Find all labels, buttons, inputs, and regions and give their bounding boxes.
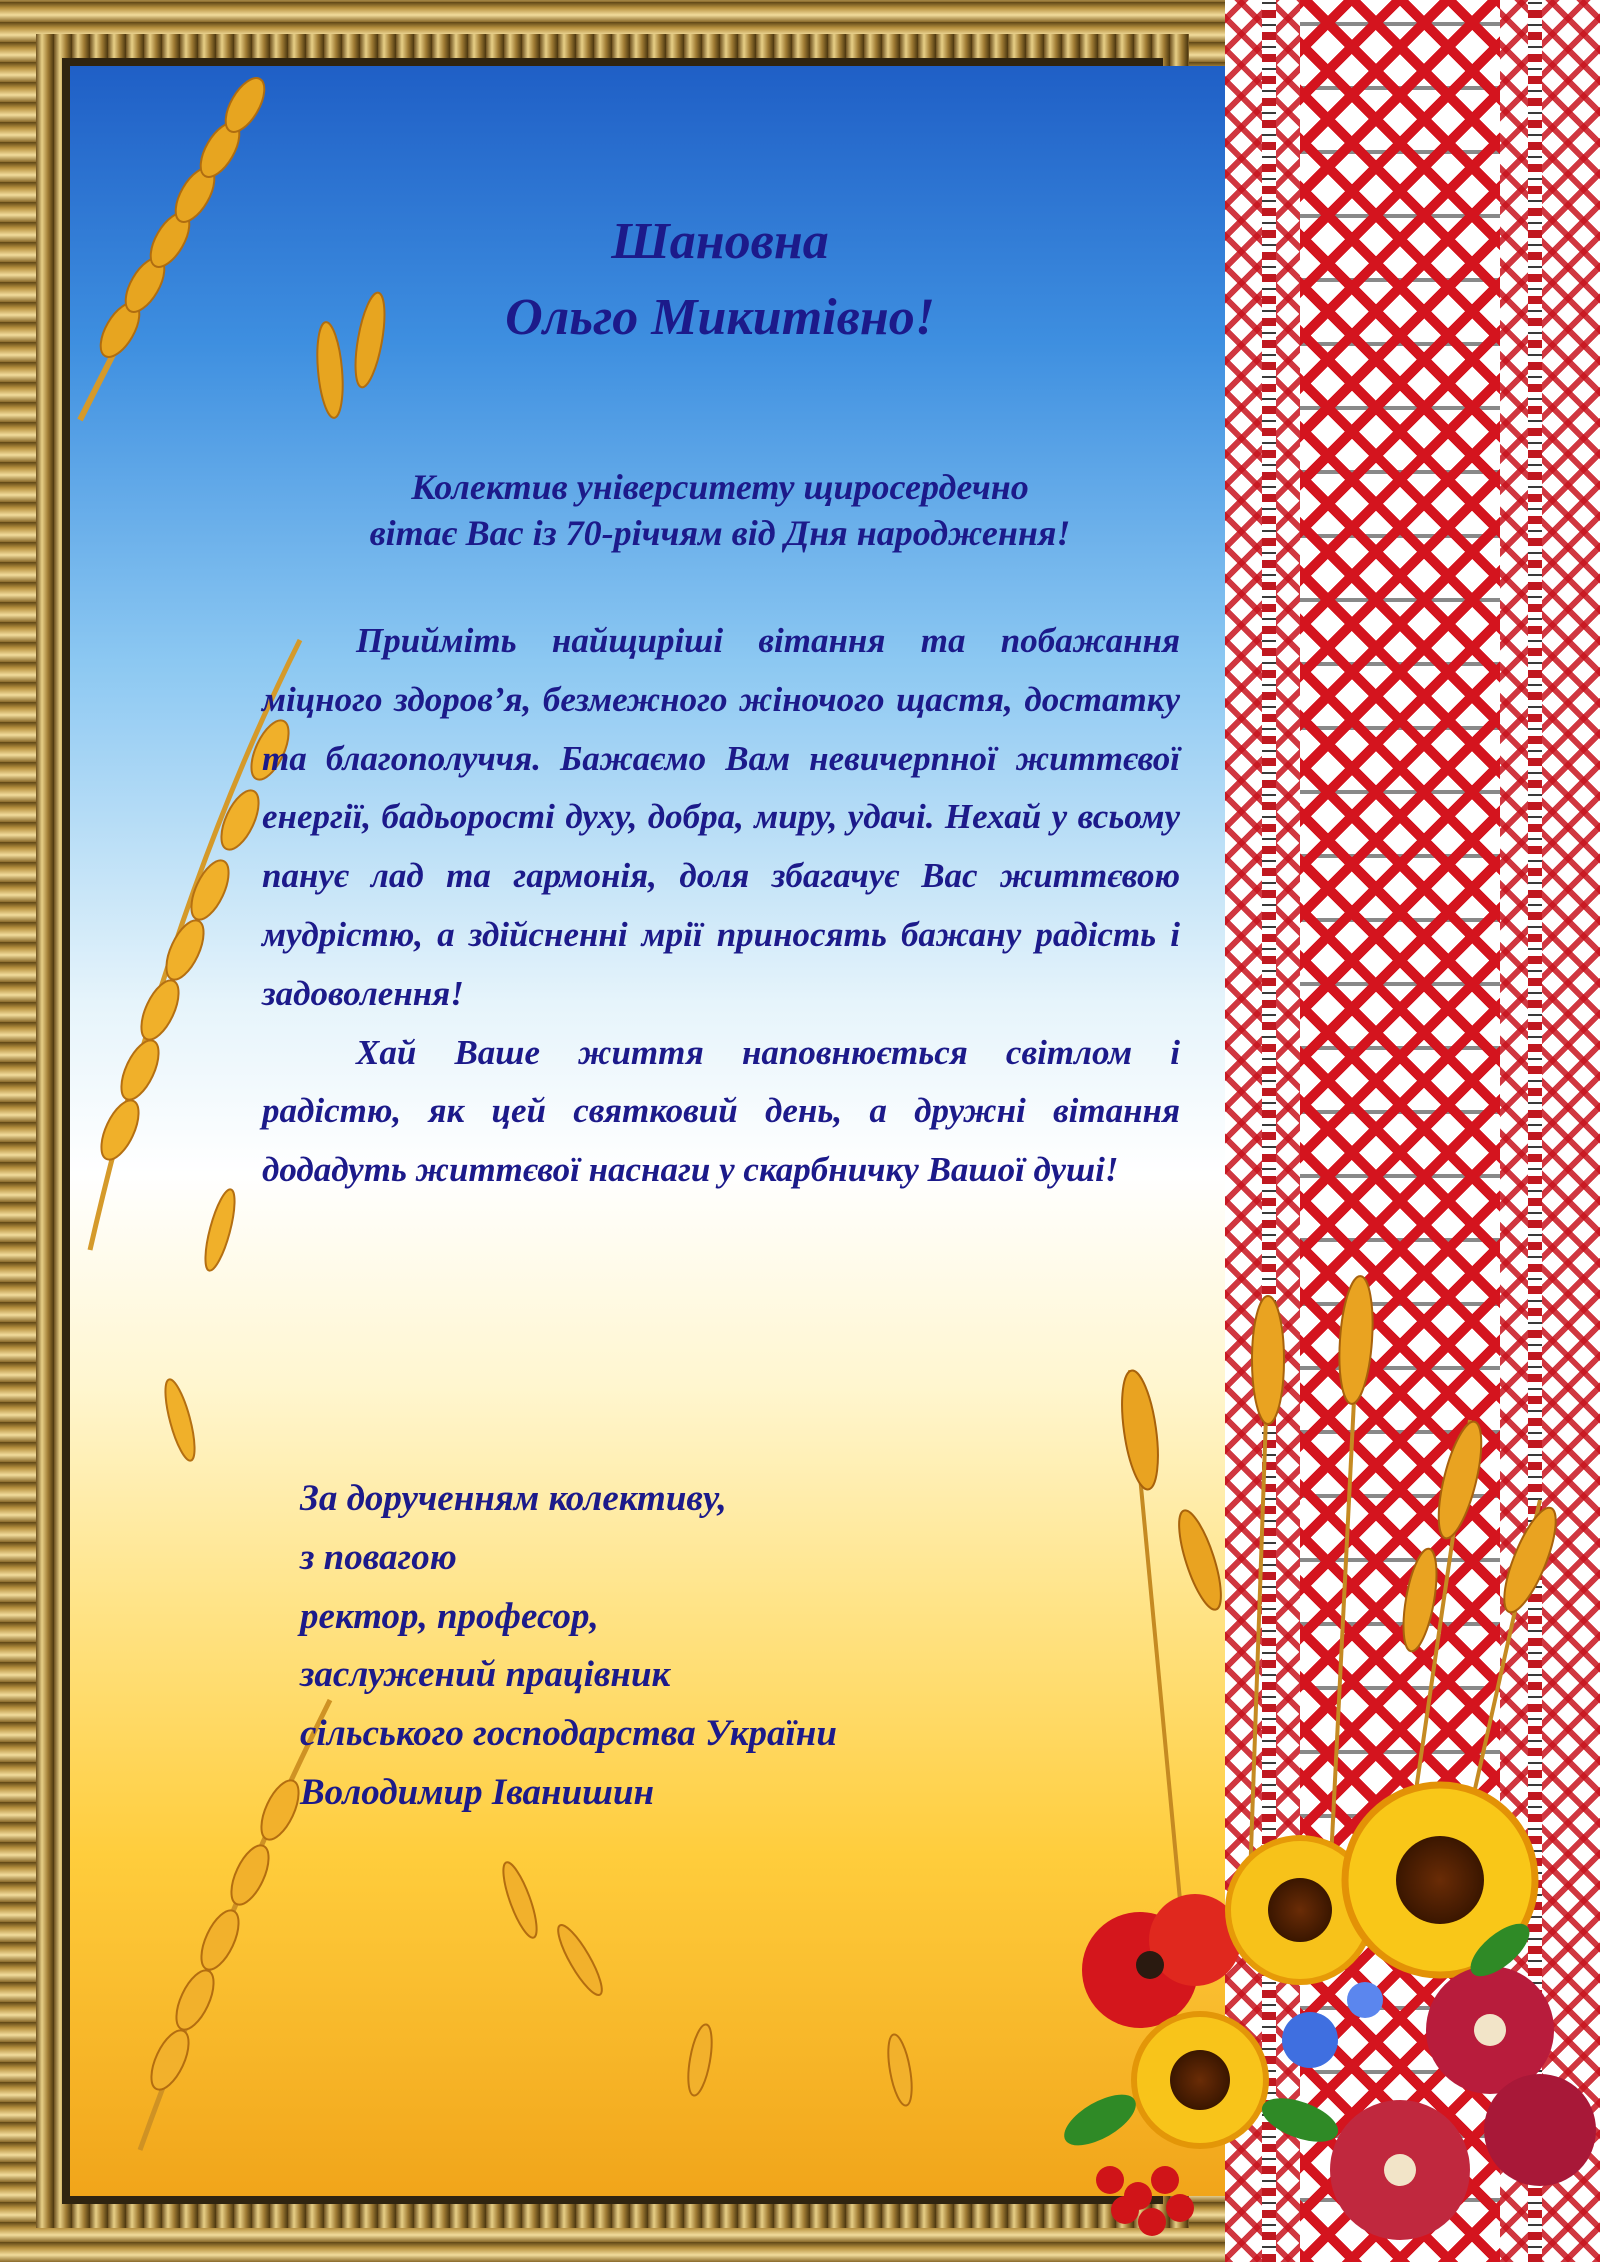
cornflower-icon [1282,1982,1383,2068]
sunflower-icon [1134,2014,1266,2146]
signer-name: Володимир Іванишин [300,1771,655,1813]
signature-line: ректор, професор, [300,1595,599,1637]
signature-line: За дорученням колективу, [300,1478,727,1519]
body-paragraph: Хай Ваше життя наповнюється світлом і радістю, як цей святковий день, а дружні вітання додадуть життєвої наснаги у скарбничку Вашої душі! [262,1032,1180,1190]
signature-line: з повагою [300,1536,457,1578]
signature-block [300,1470,1100,1823]
viburnum-berries-icon [1096,2166,1194,2236]
letter-body [262,612,1180,1200]
body-paragraph: Прийміть найщиріші вітання та побажання міцного здоров’я, безмежного жіночого щастя, достатку та благополуччя. Бажаємо Вам невичерпної життєвої енергії, бадьорості духу, добра, миру, удачі. Нехай у всьому панує лад та гармонія, доля збагачує Вас життєвою мудрістю, а здійсненні мрії приносять бажану радість і задоволення! [262,621,1180,1013]
greeting-name: Ольго Микитівно! [505,289,935,346]
intro [270,464,1170,556]
greeting-title: Шановна [611,213,829,270]
greeting [330,204,1110,356]
intro-line: вітає Вас із 70-річчям від Дня народження! [369,513,1071,553]
poppy-icon [1082,1894,1241,2028]
signature-line: заслужений працівник [300,1654,671,1696]
intro-line: Колектив університету щиросердечно [411,467,1029,507]
signature-line: сільського господарства України [300,1713,837,1755]
